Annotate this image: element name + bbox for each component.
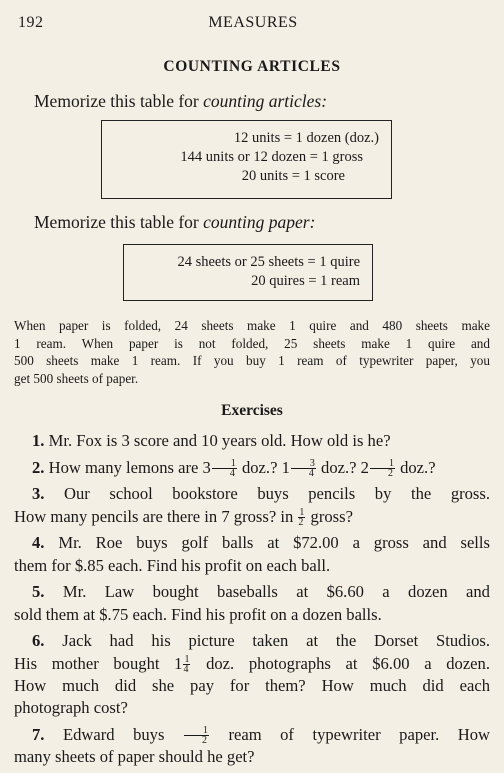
- memo-lead: Memorize this table for: [34, 91, 204, 111]
- exercise-text: Mr. Law bought baseballs at $6.60 a dozen and: [62, 582, 490, 602]
- exercise-4: [14, 532, 490, 577]
- fraction-one-half: [184, 726, 209, 746]
- numerator: 1: [184, 726, 209, 736]
- exercise-number: 7.: [32, 725, 45, 744]
- memorize-paper-instruction: [34, 212, 315, 233]
- fraction-three-quarters: [291, 459, 316, 479]
- denominator: 2: [201, 735, 207, 747]
- paper-explanation-paragraph: [14, 317, 490, 387]
- denominator: 4: [308, 468, 314, 480]
- exercise-text: them for $.85 each. Find his profit on each ball.: [14, 555, 331, 575]
- exercise-text: doz. photographs at $6.00 a dozen.: [191, 653, 490, 673]
- exercise-text: How much did she pay for them? How much did each: [14, 676, 490, 695]
- exercise-text: Mr. Roe buys golf balls at $72.00 a gross and sells: [58, 533, 490, 553]
- numerator: 1: [212, 459, 237, 469]
- paragraph-line: 1 ream. When paper is not folded, 25 sheets make 1 quire and: [14, 335, 490, 351]
- table-row: 144 units or 12 dozen = 1 gross: [180, 149, 363, 165]
- exercise-text: His mother bought 1: [14, 653, 183, 673]
- exercise-number: 4.: [32, 533, 45, 553]
- exercise-text: photograph cost?: [14, 698, 128, 718]
- exercise-number: 6.: [32, 631, 45, 651]
- page-number: 192: [18, 14, 44, 31]
- exercises-heading: Exercises: [221, 402, 283, 419]
- exercise-text: gross?: [306, 506, 353, 526]
- memo-emphasis: counting paper:: [203, 212, 316, 232]
- exercise-text: Jack had his picture taken at the Dorset Studios.: [62, 631, 490, 651]
- exercise-2: [14, 457, 490, 479]
- table-row: 20 quires = 1 ream: [251, 273, 360, 289]
- section-title: COUNTING ARTICLES: [163, 58, 341, 75]
- paragraph-line: get 500 sheets of paper.: [14, 370, 139, 386]
- denominator: 2: [298, 517, 304, 529]
- numerator: 3: [291, 459, 316, 469]
- numerator: 1: [370, 459, 395, 469]
- denominator: 4: [183, 664, 189, 676]
- denominator: 4: [229, 468, 235, 480]
- exercise-text: Mr. Fox is 3 score and 10 years old. How old is he?: [48, 431, 391, 450]
- exercise-text: How many lemons are 3: [48, 457, 211, 477]
- paper-table-box: [123, 244, 373, 301]
- memo-lead: Memorize this table for: [34, 212, 204, 232]
- exercise-text: Our school bookstore buys pencils by the gross.: [64, 484, 490, 504]
- numerator: 1: [299, 506, 305, 518]
- denominator: 2: [387, 468, 393, 480]
- paragraph-line: When paper is folded, 24 sheets make 1 quire and 480 sheets make: [14, 318, 490, 333]
- fraction-one-half: [370, 459, 395, 479]
- exercise-text: doz.? 2: [316, 457, 369, 477]
- exercise-1: [14, 430, 490, 452]
- exercise-number: 5.: [32, 582, 45, 602]
- fraction-one-half: [298, 508, 305, 528]
- exercise-3: [14, 483, 490, 528]
- exercise-list: [14, 430, 490, 773]
- fraction-one-quarter: [212, 459, 237, 479]
- exercise-number: 2.: [32, 457, 45, 477]
- exercise-text: many sheets of paper should he get?: [14, 747, 255, 767]
- exercise-number: 3.: [32, 484, 45, 504]
- exercise-text: doz.? 1: [237, 457, 290, 477]
- exercise-5: [14, 581, 490, 626]
- exercise-text: How many pencils are there in 7 gross? in: [14, 506, 298, 526]
- running-title: MEASURES: [208, 14, 298, 31]
- paragraph-line: 500 sheets make 1 ream. If you buy 1 ream of typewriter paper, you: [14, 353, 490, 369]
- articles-table-box: [101, 120, 392, 199]
- numerator: 1: [184, 653, 190, 665]
- exercise-text: ream of typewriter paper. How: [209, 725, 491, 744]
- exercise-text: sold them at $.75 each. Find his profit on a dozen balls.: [14, 604, 382, 624]
- exercise-text: doz.?: [395, 457, 436, 477]
- table-row: 20 units = 1 score: [241, 168, 345, 184]
- memorize-articles-instruction: [34, 91, 327, 112]
- fraction-one-quarter: [183, 655, 190, 675]
- exercise-text: Edward buys: [62, 725, 183, 744]
- exercise-7: [14, 724, 490, 769]
- table-row: 12 units = 1 dozen (doz.): [233, 130, 379, 146]
- exercise-6: [14, 630, 490, 720]
- memo-emphasis: counting articles:: [203, 91, 328, 111]
- table-row: 24 sheets or 25 sheets = 1 quire: [177, 254, 360, 270]
- exercise-number: 1.: [32, 431, 45, 450]
